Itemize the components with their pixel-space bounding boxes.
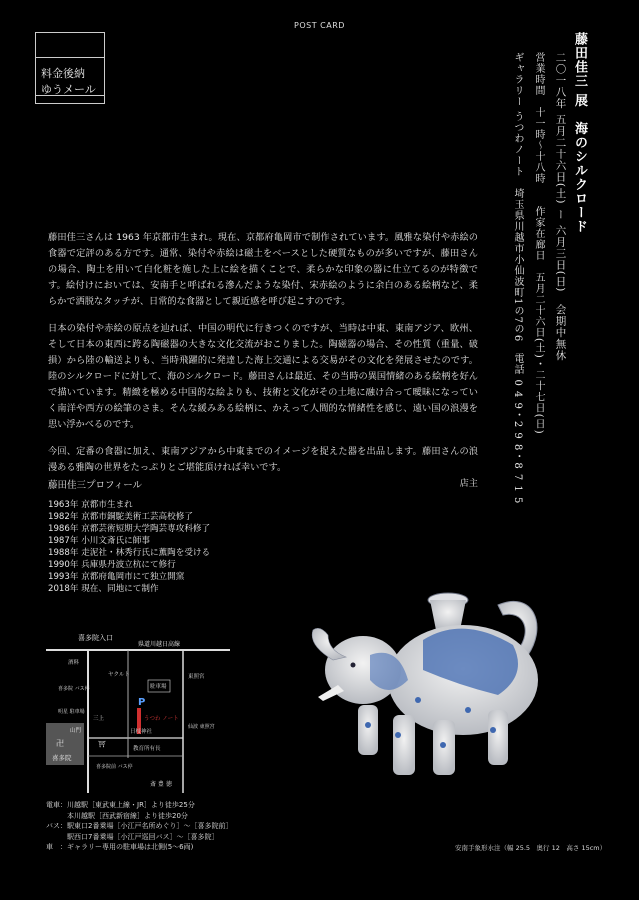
- access-line: 本川越駅［西武新宿線］より徒歩20分: [46, 811, 188, 820]
- map-label: ヤクルト: [108, 672, 130, 678]
- map-label: 喜多院前 バス停: [96, 764, 133, 770]
- stamp-line2: ゆうメール: [41, 83, 96, 96]
- map-label-road: 県道川越日高線: [138, 641, 181, 648]
- elephant-ewer-image: [298, 585, 548, 800]
- access-line: バス：駅東口2番乗場［小江戸名所めぐり］〜［喜多院前］: [46, 822, 233, 830]
- body-paragraph: 日本の染付や赤絵の原点を辿れば、中国の明代に行きつくのですが、当時は中東、東南アジア、欧州、そして日本の東西に跨る陶磁器の大きな文化交流がおこりました。陶磁器の場合、その性質（重量、破損）から陸の輸送よりも、当時飛躍的に発達した海上交通による交易がその文化を発展させたのです。陸のシルクロードに対して、海のシルクロード。藤田さんは最近、その当時の異国情緒のある絵柄を好んで描いています。精緻を極める中国的な絵よりも、技術と文化がその土地に融け合って曖昧になっていく南洋や西方の絵筆のさま。そんな緩みある絵柄に、かえって人間的な情緒性を感じ、遠い国の浪漫を思い浮かべるのです。: [48, 323, 478, 430]
- profile-item: 1988年 走泥社・林秀行氏に薫陶を受ける: [48, 548, 211, 558]
- profile-item: 1990年 兵庫県丹波立杭にて修行: [48, 560, 176, 570]
- map-label: 明星 駐車場: [58, 709, 85, 715]
- access-map: [38, 628, 234, 795]
- map-label: 喜多院 バス停: [58, 686, 90, 692]
- postage-stamp-box: [35, 32, 105, 104]
- profile-item: 1982年 京都市銅駝美術工芸高校修了: [48, 512, 193, 522]
- map-label: 酒料: [68, 660, 80, 666]
- profile-title: 藤田佳三プロフィール: [48, 480, 143, 491]
- image-caption: 安南手象形水注（幅 25.5 奥行 12 高さ 15cm）: [455, 844, 607, 852]
- map-label: 山門: [70, 728, 82, 734]
- profile-item: 1986年 京都芸術短期大学陶芸専攻科修了: [48, 524, 211, 534]
- exhibition-period: 二〇一八年 五月二十六日(土) ー 六月三日(日) 会期中無休: [554, 52, 567, 362]
- profile-item: 1987年 小川文斎氏に師事: [48, 536, 150, 546]
- access-line: 電車：川越駅［東武東上線・JR］より徒歩25分: [46, 801, 195, 809]
- access-line: 車 ：ギャラリー専用の駐車場は北側(5〜6両): [46, 843, 194, 851]
- access-info: [46, 800, 232, 853]
- map-label: 三上: [93, 716, 105, 722]
- map-label-kitaiin: 喜多院入口: [78, 634, 113, 642]
- artist-profile: [48, 477, 210, 595]
- profile-item: 2018年 現在、同地にて制作: [48, 584, 159, 594]
- exhibition-title: 藤田佳三 展 海のシルクロード: [572, 32, 587, 234]
- map-label: 仙波 東照宮: [188, 724, 215, 730]
- map-label-gallery: うつわ ノート: [144, 716, 179, 722]
- stamp-line1: 料金後納: [41, 67, 85, 80]
- access-line: 駅西口7番乗場［小江戸巡回バス］〜［喜多院］: [46, 832, 219, 841]
- map-label: 東照宮: [188, 674, 205, 680]
- parking-icon: P: [138, 697, 146, 708]
- profile-item: 1993年 京都府亀岡市にて独立開窯: [48, 572, 185, 582]
- map-label: 教育所有長: [133, 746, 161, 752]
- profile-item: 1963年 京都市生まれ: [48, 500, 133, 510]
- map-label: 斎 豊 徳: [150, 781, 172, 788]
- map-label: 日枝神社: [130, 729, 153, 735]
- map-label: 駐車場: [150, 684, 167, 690]
- torii-icon: ⛩: [98, 741, 106, 748]
- body-text: [48, 230, 478, 492]
- postcard-header: POST CARD: [294, 21, 345, 30]
- gallery-address: ギャラリー うつわノート 埼玉県川越市小仙波町1の7の6 電話 0 4 9・2 9 8・8 7 1 5: [512, 52, 523, 505]
- body-paragraph: 今回、定番の食器に加え、東南アジアから中東までのイメージを捉えた器を出品します。藤田さんの浪漫ある雅陶の世界をたっぷりとご堪能頂ければ幸いです。: [48, 446, 478, 473]
- temple-symbol-icon: 卍: [56, 739, 64, 748]
- exhibition-hours: 営業時間 十一時〜十八時 作家在廊日 五月二十六日(土)・二十七日(日): [533, 52, 544, 435]
- map-label-temple: 喜多院: [52, 754, 72, 762]
- signature: 店主: [459, 478, 478, 489]
- body-paragraph: 藤田佳三さんは 1963 年京都市生まれ。現在、京都府亀岡市で制作されています。風雅な染付や赤絵の食器で定評のある方です。通常、染付や赤絵は磁土をベースとした硬質なものが多いですが、藤田さんの場合、陶土を用いて白化粧を施した上に絵を描くことで、柔らかな印象の器に仕立てるのが特徴です。絵付けにおいては、安南手と呼ばれる滲んだような染付、宋赤絵のように余白のある絵柄など、柔らかで洒脱なタッチが、日常的な食器として親近感を呼び起こすのです。: [48, 232, 478, 307]
